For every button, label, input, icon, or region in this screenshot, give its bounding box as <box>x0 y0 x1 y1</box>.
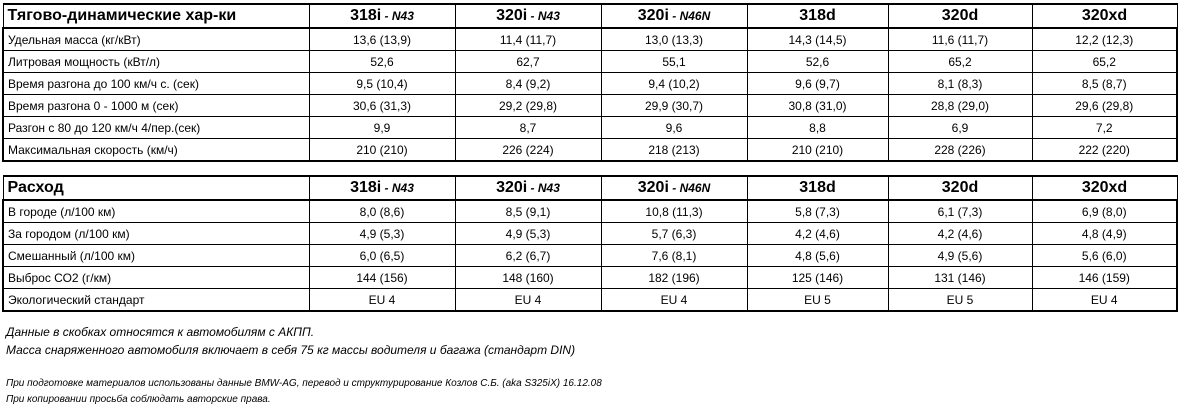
cell-value: 7,6 (8,1) <box>601 245 747 267</box>
model-header <box>1032 176 1177 200</box>
cell-value: 8,0 (8,6) <box>309 200 455 223</box>
credit-copyright: При копировании просьба соблюдать авторские права. <box>6 394 271 405</box>
cell-value: EU 4 <box>601 289 747 312</box>
cell-value: 9,9 <box>309 117 455 139</box>
cell-value: 144 (156) <box>309 267 455 289</box>
cell-value: 29,6 (29,8) <box>1032 95 1177 117</box>
cell-value: 9,5 (10,4) <box>309 73 455 95</box>
table-row <box>3 28 1177 51</box>
cell-value: 55,1 <box>601 51 747 73</box>
model-name: 320i <box>496 7 528 24</box>
row-label: Удельная масса (кг/кВт) <box>3 28 309 51</box>
cell-value: 4,2 (4,6) <box>888 223 1032 245</box>
cell-value: 13,6 (13,9) <box>309 28 455 51</box>
cell-value: 6,0 (6,5) <box>309 245 455 267</box>
cell-value: 13,0 (13,3) <box>601 28 747 51</box>
model-header <box>309 4 455 28</box>
cell-value: 9,6 <box>601 117 747 139</box>
cell-value: 12,2 (12,3) <box>1032 28 1177 51</box>
model-header <box>888 176 1032 200</box>
cell-value: 8,8 <box>747 117 888 139</box>
cell-value: 4,9 (5,6) <box>888 245 1032 267</box>
cell-value: 6,1 (7,3) <box>888 200 1032 223</box>
row-label: Литровая мощность (кВт/л) <box>3 51 309 73</box>
note-automatic: Данные в скобках относятся к автомобилям с АКПП. <box>6 325 315 339</box>
cell-value: EU 5 <box>888 289 1032 312</box>
consumption-title: Расход <box>3 176 309 200</box>
row-label: Экологический стандарт <box>3 289 309 312</box>
model-name: 320d <box>941 179 979 196</box>
cell-value: EU 5 <box>747 289 888 312</box>
credits <box>6 376 602 408</box>
table-row <box>3 200 1177 223</box>
credit-source: При подготовке материалов использованы данные BMW-AG, перевод и структурирование Козлов С.Б. (aka S325iX) 16.12.08 <box>6 378 602 389</box>
cell-value: 8,4 (9,2) <box>455 73 601 95</box>
engine-code: N46N <box>679 9 711 23</box>
cell-value: 65,2 <box>1032 51 1177 73</box>
dynamics-title: Тягово-динамические хар-ки <box>3 4 309 28</box>
engine-code: N43 <box>391 9 414 23</box>
cell-value: 7,2 <box>1032 117 1177 139</box>
cell-value: 9,6 (9,7) <box>747 73 888 95</box>
model-header <box>747 176 888 200</box>
cell-value: 14,3 (14,5) <box>747 28 888 51</box>
table-row <box>3 245 1177 267</box>
cell-value: 52,6 <box>309 51 455 73</box>
cell-value: 148 (160) <box>455 267 601 289</box>
row-label: Разгон с 80 до 120 км/ч 4/пер.(сек) <box>3 117 309 139</box>
model-name: 320xd <box>1081 7 1128 24</box>
cell-value: 5,6 (6,0) <box>1032 245 1177 267</box>
engine-separator: - <box>381 181 392 195</box>
cell-value: 228 (226) <box>888 139 1032 162</box>
row-label: Максимальная скорость (км/ч) <box>3 139 309 162</box>
cell-value: 8,7 <box>455 117 601 139</box>
model-header <box>455 4 601 28</box>
row-label: В городе (л/100 км) <box>3 200 309 223</box>
model-name: 320i <box>496 179 528 196</box>
table-row <box>3 73 1177 95</box>
cell-value: 10,8 (11,3) <box>601 200 747 223</box>
cell-value: 30,6 (31,3) <box>309 95 455 117</box>
cell-value: 222 (220) <box>1032 139 1177 162</box>
row-label: Время разгона до 100 км/ч с. (сек) <box>3 73 309 95</box>
cell-value: 28,8 (29,0) <box>888 95 1032 117</box>
cell-value: 6,2 (6,7) <box>455 245 601 267</box>
cell-value: 29,2 (29,8) <box>455 95 601 117</box>
table-row <box>3 51 1177 73</box>
cell-value: 226 (224) <box>455 139 601 162</box>
cell-value: 4,9 (5,3) <box>455 223 601 245</box>
engine-separator: - <box>381 9 392 23</box>
model-header <box>1032 4 1177 28</box>
cell-value: 5,8 (7,3) <box>747 200 888 223</box>
engine-code: N43 <box>537 181 560 195</box>
cell-value: 210 (210) <box>747 139 888 162</box>
cell-value: 52,6 <box>747 51 888 73</box>
model-name: 318d <box>799 7 836 24</box>
table-row <box>3 289 1177 312</box>
model-name: 318d <box>799 179 836 196</box>
cell-value: 11,6 (11,7) <box>888 28 1032 51</box>
dynamics-header-row <box>3 4 1177 28</box>
table-row <box>3 95 1177 117</box>
cell-value: 125 (146) <box>747 267 888 289</box>
model-name: 320d <box>941 7 979 24</box>
engine-separator: - <box>668 9 680 23</box>
row-label: Смешанный (л/100 км) <box>3 245 309 267</box>
cell-value: EU 4 <box>455 289 601 312</box>
model-header <box>888 4 1032 28</box>
model-name: 320i <box>637 179 669 196</box>
model-name: 318i <box>350 179 382 196</box>
model-header <box>747 4 888 28</box>
cell-value: 4,2 (4,6) <box>747 223 888 245</box>
table-row <box>3 117 1177 139</box>
model-header <box>309 176 455 200</box>
cell-value: 4,8 (5,6) <box>747 245 888 267</box>
row-label: Время разгона 0 - 1000 м (сек) <box>3 95 309 117</box>
consumption-table <box>2 175 1178 312</box>
cell-value: 9,4 (10,2) <box>601 73 747 95</box>
table-row <box>3 267 1177 289</box>
note-mass-din: Масса снаряженного автомобиля включает в себя 75 кг массы водителя и багажа (стандарт DIN) <box>6 343 576 357</box>
engine-code: N43 <box>537 9 560 23</box>
cell-value: 218 (213) <box>601 139 747 162</box>
cell-value: EU 4 <box>309 289 455 312</box>
cell-value: 8,5 (9,1) <box>455 200 601 223</box>
cell-value: 4,8 (4,9) <box>1032 223 1177 245</box>
cell-value: 11,4 (11,7) <box>455 28 601 51</box>
model-header <box>601 4 747 28</box>
cell-value: 5,7 (6,3) <box>601 223 747 245</box>
cell-value: 29,9 (30,7) <box>601 95 747 117</box>
cell-value: 65,2 <box>888 51 1032 73</box>
model-header <box>601 176 747 200</box>
cell-value: 131 (146) <box>888 267 1032 289</box>
table-row <box>3 139 1177 162</box>
cell-value: 146 (159) <box>1032 267 1177 289</box>
model-name: 320i <box>637 7 669 24</box>
cell-value: 210 (210) <box>309 139 455 162</box>
engine-code: N43 <box>391 181 414 195</box>
cell-value: 182 (196) <box>601 267 747 289</box>
model-name: 318i <box>350 7 382 24</box>
cell-value: 8,1 (8,3) <box>888 73 1032 95</box>
engine-code: N46N <box>679 181 711 195</box>
cell-value: 30,8 (31,0) <box>747 95 888 117</box>
engine-separator: - <box>527 9 538 23</box>
engine-separator: - <box>668 181 680 195</box>
cell-value: 4,9 (5,3) <box>309 223 455 245</box>
dynamics-table <box>2 3 1178 162</box>
cell-value: EU 4 <box>1032 289 1177 312</box>
model-header <box>455 176 601 200</box>
table-row <box>3 223 1177 245</box>
model-name: 320xd <box>1081 179 1128 196</box>
row-label: За городом (л/100 км) <box>3 223 309 245</box>
notes <box>6 323 575 359</box>
cell-value: 6,9 <box>888 117 1032 139</box>
engine-separator: - <box>527 181 538 195</box>
cell-value: 6,9 (8,0) <box>1032 200 1177 223</box>
cell-value: 8,5 (8,7) <box>1032 73 1177 95</box>
cell-value: 62,7 <box>455 51 601 73</box>
row-label: Выброс СО2 (г/км) <box>3 267 309 289</box>
consumption-header-row <box>3 176 1177 200</box>
